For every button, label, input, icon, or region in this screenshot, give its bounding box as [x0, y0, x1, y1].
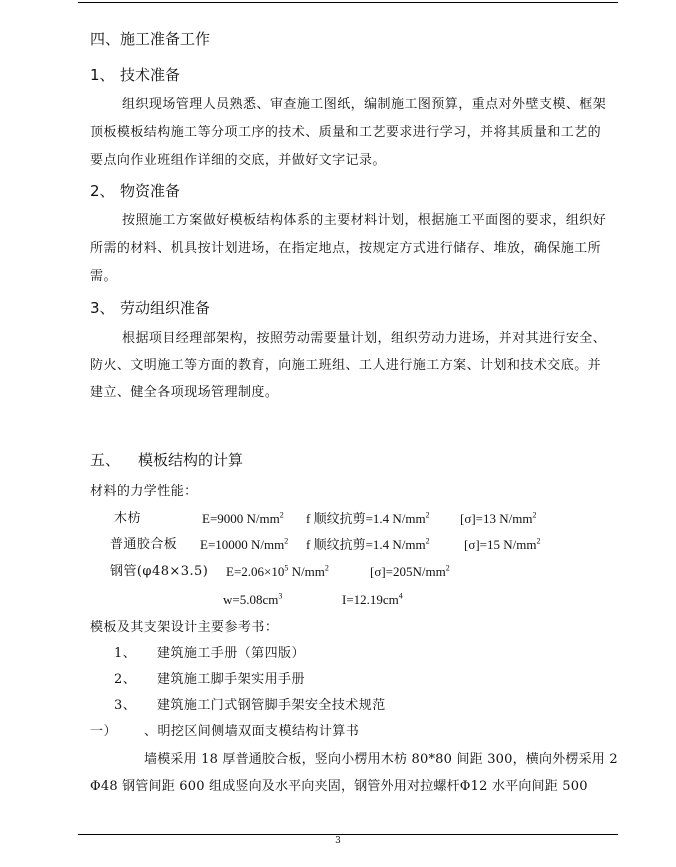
item-title-material-prep: 物资准备: [120, 182, 181, 200]
reference-title: 建筑施工门式钢管脚手架安全技术规范: [157, 698, 386, 713]
item-number-1: 1、: [90, 66, 115, 84]
material-stress-pipe: $[\sigma]=205N/mm^2$: [370, 563, 450, 579]
pipe-section-modulus: $w=5.08cm^3$: [223, 591, 283, 607]
references-label: 模板及其支架设计主要参考书：: [90, 620, 279, 635]
material-modulus-wood: E=9000 $N/mm^2$: [202, 510, 284, 526]
material-stress-plywood: [σ]=15 $N/mm^2$: [464, 536, 541, 552]
material-modulus-pipe: $E=2.06\times 10^5$ $N/mm^2$: [226, 563, 329, 579]
subsection-title: 、明挖区间侧墙双面支模结构计算书: [144, 724, 360, 739]
paragraph-line: 顶板模板结构施工等分项工序的技术、质量和工艺要求进行学习，并将其质量和工艺的: [90, 125, 602, 140]
reference-number: 3、: [114, 698, 137, 713]
paragraph-line: 墙模采用 18 厚普通胶合板，竖向小楞用木枋 80*80 间距 300，横向外楞采用 2: [144, 752, 618, 767]
paragraph-line: 要点向作业班组作详细的交底，并做好文字记录。: [90, 153, 386, 168]
item-number-2: 2、: [90, 182, 115, 200]
reference-number: 2、: [114, 672, 137, 687]
reference-title: 建筑施工脚手架实用手册: [157, 672, 305, 687]
materials-label: 材料的力学性能：: [90, 484, 198, 499]
section-heading-4: 四、施工准备工作: [90, 30, 211, 48]
section-heading-5: 模板结构的计算: [138, 451, 244, 469]
footer-rule: [78, 834, 618, 835]
paragraph-line: 按照施工方案做好模板结构体系的主要材料计划，根据施工平面图的要求，组织好: [122, 213, 607, 228]
item-title-technical-prep: 技术准备: [120, 66, 181, 84]
material-shear-wood: f 顺纹抗剪=1.4 $N/mm^2$: [306, 510, 430, 526]
paragraph-line: 防火、文明施工等方面的教育，向施工班组、工人进行施工方案、计划和技术交底。并: [90, 358, 602, 373]
material-shear-plywood: f 顺纹抗剪=1.4 $N/mm^2$: [306, 536, 430, 552]
paragraph-line: Φ48 钢管间距 600 组成竖向及水平向夹固，钢管外用对拉螺杆Φ12 水平向间距 500: [90, 779, 588, 794]
material-stress-wood: [σ]=13 $N/mm^2$: [460, 510, 537, 526]
paragraph-line: 根据项目经理部架构，按照劳动需要量计划，组织劳动力进场，并对其进行安全、: [122, 331, 607, 346]
material-name-pipe: 钢管(φ48×3.5): [110, 564, 209, 579]
reference-title: 建筑施工手册（第四版）: [157, 646, 305, 661]
material-name-plywood: 普通胶合板: [110, 537, 178, 552]
paragraph-line: 建立、健全各项现场管理制度。: [90, 385, 279, 400]
material-name-wood: 木枋: [114, 511, 141, 526]
material-modulus-plywood: E=10000 $N/mm^2$: [200, 536, 289, 552]
item-title-labor-prep: 劳动组织准备: [120, 299, 211, 317]
page-number: 3: [335, 836, 341, 846]
paragraph-line: 需。: [90, 269, 117, 284]
subsection-number: 一）: [90, 724, 117, 739]
item-number-3: 3、: [90, 299, 115, 317]
header-rule: [78, 2, 618, 3]
pipe-moment-of-inertia: $I=12.19cm^4$: [342, 591, 403, 607]
paragraph-line: 组织现场管理人员熟悉、审查施工图纸，编制施工图预算，重点对外壁支模、框架: [122, 97, 607, 112]
paragraph-line: 所需的材料、机具按计划进场，在指定地点，按规定方式进行储存、堆放，确保施工所: [90, 241, 602, 256]
section-heading-5-number: 五、: [90, 451, 121, 469]
reference-number: 1、: [114, 646, 137, 661]
